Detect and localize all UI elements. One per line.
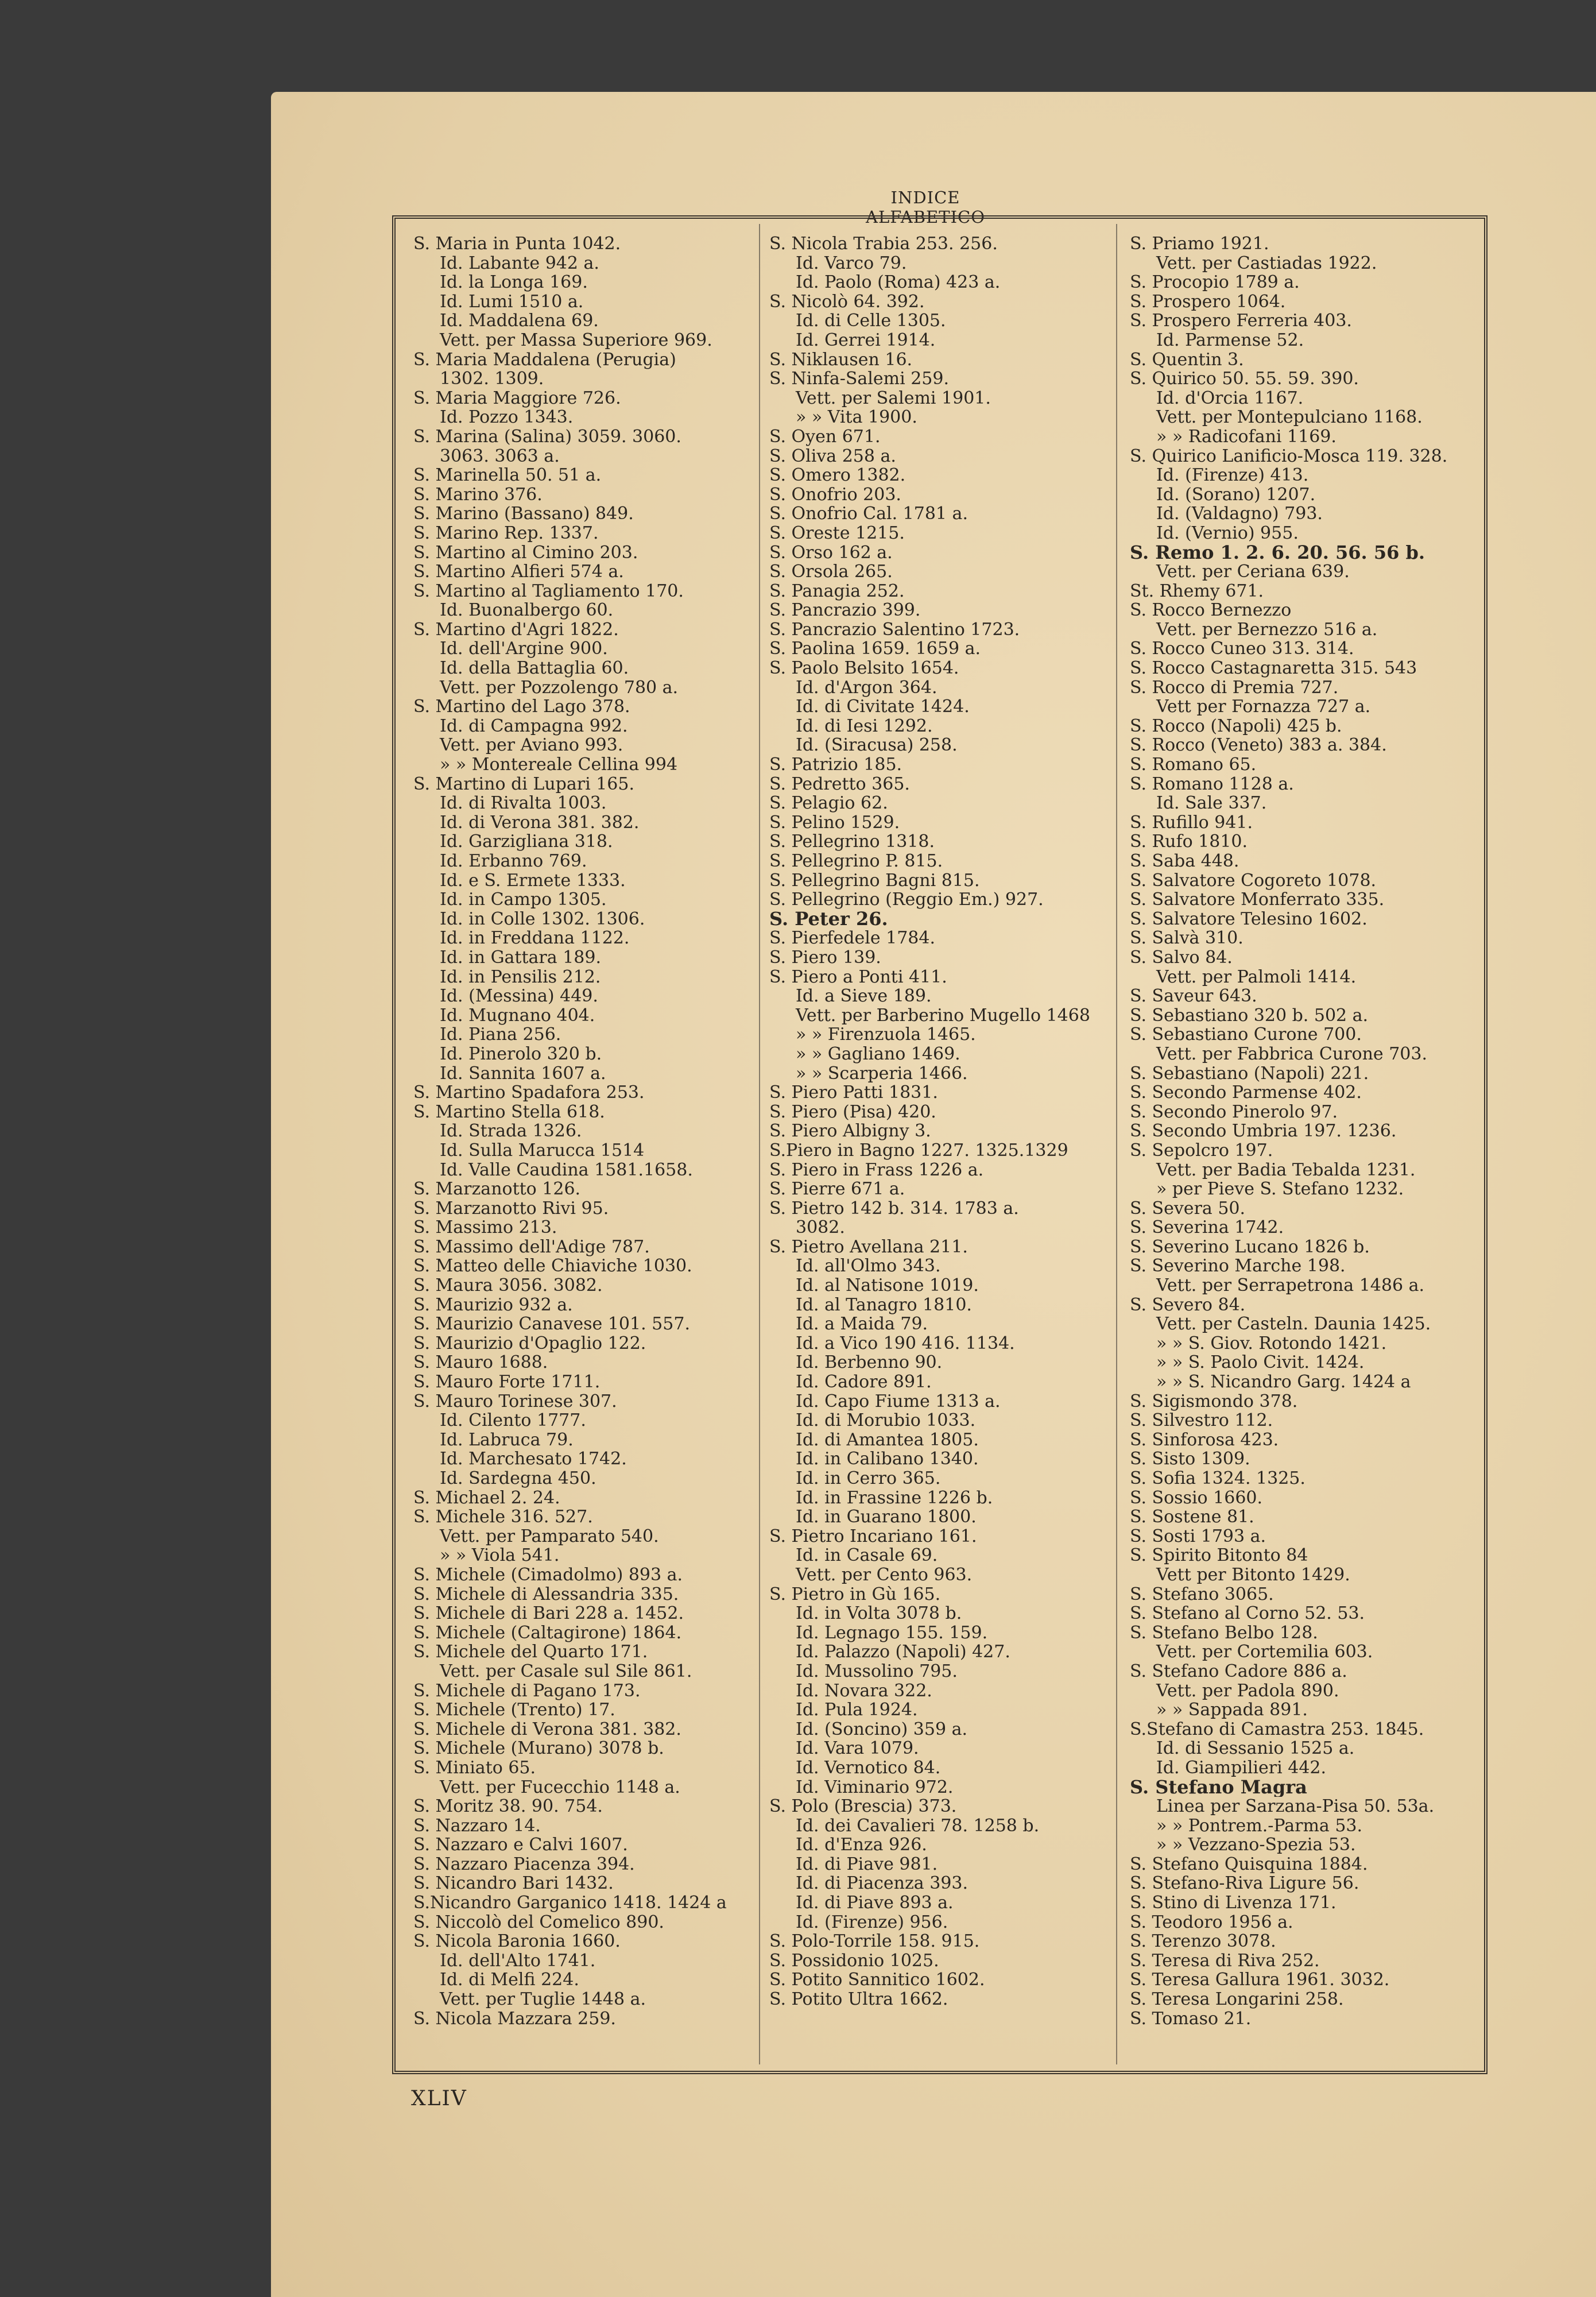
index-entry: S. Sossio 1660.	[1130, 1488, 1263, 1508]
index-entry: Id. Cadore 891.	[796, 1372, 932, 1392]
index-entry: S. Michele di Pagano 173.	[413, 1681, 641, 1701]
index-entry: S. Maria Maggiore 726.	[413, 388, 621, 408]
index-entry: S. Terenzo 3078.	[1130, 1932, 1276, 1951]
index-entry: Id. in Calibano 1340.	[796, 1449, 979, 1469]
index-entry: S.Stefano di Camastra 253. 1845.	[1130, 1719, 1424, 1739]
index-entry: » » Radicofani 1169.	[1156, 427, 1337, 447]
index-entry: Vett. per Tuglie 1448 a.	[440, 1990, 646, 2009]
index-entry: S. Rocco Cuneo 313. 314.	[1130, 639, 1354, 659]
index-entry: S. Pellegrino (Reggio Em.) 927.	[769, 890, 1044, 910]
index-entry: Id. a Vico 190 416. 1134.	[796, 1333, 1015, 1354]
page-number: XLIV	[411, 2087, 467, 2110]
index-entry: S. Pelagio 62.	[769, 794, 888, 813]
index-entry: Id. di Melfi 224.	[440, 1970, 579, 1990]
index-entry: S. Possidonio 1025.	[769, 1951, 939, 1971]
index-column-1	[413, 234, 764, 2060]
index-entry: Id. in Volta 3078 b.	[796, 1604, 962, 1623]
index-entry: S. Oliva 258 a.	[769, 446, 896, 466]
index-entry: S. Marzanotto Rivi 95.	[413, 1198, 609, 1219]
index-entry: Id. di Morubio 1033.	[796, 1411, 976, 1430]
index-entry: S. Maura 3056. 3082.	[413, 1276, 603, 1296]
index-entry: S. Pietro 142 b. 314. 1783 a.	[769, 1198, 1019, 1219]
index-entry: St. Rhemy 671.	[1130, 581, 1264, 601]
index-entry: S. Orso 162 a.	[769, 543, 893, 563]
index-entry: S. Onofrio Cal. 1781 a.	[769, 504, 968, 524]
index-entry: S. Secondo Pinerolo 97.	[1130, 1102, 1338, 1122]
index-entry: » » Scarperia 1466.	[796, 1064, 968, 1084]
index-entry: S. Martino Stella 618.	[413, 1102, 605, 1122]
index-entry: » » S. Paolo Civit. 1424.	[1156, 1353, 1365, 1373]
index-entry: Id. Giampilieri 442.	[1156, 1758, 1327, 1778]
index-entry: S. Saba 448.	[1130, 852, 1239, 871]
index-entry: » » Viola 541.	[440, 1546, 560, 1565]
index-entry: S. Michele (Murano) 3078 b.	[413, 1739, 664, 1758]
index-entry: Id. Capo Fiume 1313 a.	[796, 1391, 1001, 1412]
index-entry: S. Rocco (Veneto) 383 a. 384.	[1130, 736, 1387, 756]
index-entry: Id. d'Argon 364.	[796, 678, 938, 698]
index-entry: S. Marino Rep. 1337.	[413, 523, 599, 543]
index-entry: S. Sebastiano Curone 700.	[1130, 1025, 1362, 1045]
index-entry: Id. in Freddana 1122.	[440, 929, 630, 948]
index-entry: Id. (Vernio) 955.	[1156, 523, 1299, 543]
index-entry: Id. la Longa 169.	[440, 273, 588, 292]
index-entry: S. Marzanotto 126.	[413, 1180, 581, 1199]
index-entry: Id. di Amantea 1805.	[796, 1430, 979, 1450]
index-entry: Id. Varco 79.	[796, 253, 907, 273]
index-entry: » per Pieve S. Stefano 1232.	[1156, 1180, 1404, 1199]
index-entry: S. Silvestro 112.	[1130, 1411, 1273, 1430]
index-entry: S. Mauro 1688.	[413, 1353, 548, 1373]
index-entry: S. Stefano 3065.	[1130, 1584, 1274, 1604]
index-entry: Vett. per Casale sul Sile 861.	[440, 1661, 692, 1681]
index-entry: Id. e S. Ermete 1333.	[440, 871, 626, 891]
index-entry: S. Severo 84.	[1130, 1295, 1246, 1315]
index-entry: S. Oyen 671.	[769, 427, 881, 447]
index-entry: S. Tomaso 21.	[1130, 2009, 1252, 2029]
index-entry: Id. (Siracusa) 258.	[796, 736, 958, 756]
index-entry: S. Orsola 265.	[769, 562, 893, 582]
index-entry: S. Moritz 38. 90. 754.	[413, 1797, 603, 1816]
index-entry: S. Rufo 1810.	[1130, 832, 1248, 852]
index-entry: S. Panagia 252.	[769, 581, 905, 601]
index-entry: S. Prospero 1064.	[1130, 292, 1286, 312]
index-entry: Id. al Natisone 1019.	[796, 1276, 979, 1296]
index-entry: S. Stefano-Riva Ligure 56.	[1130, 1874, 1359, 1894]
index-entry: S. Quirico 50. 55. 59. 390.	[1130, 369, 1359, 389]
index-entry: S. Pietro in Gù 165.	[769, 1584, 941, 1604]
index-entry: Id. d'Orcia 1167.	[1156, 388, 1304, 408]
index-entry: S. Massimo 213.	[413, 1218, 557, 1238]
index-entry: Vett. per Castiadas 1922.	[1156, 253, 1377, 273]
index-entry: S. Severa 50.	[1130, 1198, 1246, 1219]
index-entry: Id. (Firenze) 413.	[1156, 466, 1309, 485]
index-entry: S. Stefano al Corno 52. 53.	[1130, 1604, 1365, 1623]
index-entry: Id. Legnago 155. 159.	[796, 1623, 988, 1643]
index-entry: Id. di Piacenza 393.	[796, 1874, 969, 1894]
index-entry: S. Patrizio 185.	[769, 755, 902, 775]
index-entry: Id. di Civitate 1424.	[796, 697, 970, 717]
index-entry: Linea per Sarzana-Pisa 50. 53a.	[1156, 1797, 1435, 1816]
index-entry: S. Nicolò 64. 392.	[769, 292, 925, 312]
index-entry: S. Martino del Lago 378.	[413, 697, 630, 717]
index-entry: S. Nicandro Bari 1432.	[413, 1874, 614, 1894]
index-entry: S. Michele (Caltagirone) 1864.	[413, 1623, 682, 1643]
index-entry: S. Maurizio d'Opaglio 122.	[413, 1333, 646, 1354]
index-entry: Id. Marchesato 1742.	[440, 1449, 627, 1469]
index-entry: S. Salvatore Cogoreto 1078.	[1130, 871, 1377, 891]
index-entry: S. Stefano Magra	[1130, 1777, 1307, 1797]
index-entry: S. Michael 2. 24.	[413, 1488, 560, 1508]
index-entry: S. Stefano Cadore 886 a.	[1130, 1661, 1347, 1681]
index-entry: Id. della Battaglia 60.	[440, 659, 629, 678]
index-entry: S. Piero (Pisa) 420.	[769, 1102, 936, 1122]
index-entry: Id. Valle Caudina 1581.1658.	[440, 1160, 693, 1180]
index-entry: Vett. per Bernezzo 516 a.	[1156, 620, 1378, 640]
index-entry: S. Pierfedele 1784.	[769, 929, 936, 948]
index-entry: S. Stino di Livenza 171.	[1130, 1893, 1337, 1913]
index-entry: S. Michele (Cimadolmo) 893 a.	[413, 1565, 683, 1585]
index-entry: Vett. per Cortemilia 603.	[1156, 1642, 1373, 1662]
index-entry: Vett. per Ceriana 639.	[1156, 562, 1350, 582]
index-entry: » » Sappada 891.	[1156, 1700, 1308, 1720]
index-entry: Id. in Cerro 365.	[796, 1469, 941, 1488]
index-entry: Id. all'Olmo 343.	[796, 1256, 941, 1277]
index-entry: S. Rocco (Napoli) 425 b.	[1130, 716, 1342, 736]
index-entry: S. Sosti 1793 a.	[1130, 1526, 1266, 1546]
index-entry: S. Teresa di Riva 252.	[1130, 1951, 1320, 1971]
index-entry: S. Pancrazio Salentino 1723.	[769, 620, 1020, 640]
index-entry: S. Procopio 1789 a.	[1130, 273, 1300, 292]
index-entry: S. Quentin 3.	[1130, 350, 1244, 370]
index-entry: Id. Piana 256.	[440, 1025, 561, 1045]
index-entry: » » Pontrem.-Parma 53.	[1156, 1816, 1363, 1836]
index-entry: Id. Maddalena 69.	[440, 311, 599, 331]
index-entry: » » Firenzuola 1465.	[796, 1025, 976, 1045]
index-entry: Vett. per Pamparato 540.	[440, 1526, 659, 1546]
index-entry: S. Marino 376.	[413, 485, 543, 505]
index-entry: S. Pietro Avellana 211.	[769, 1237, 968, 1257]
index-entry: Vett. per Salemi 1901.	[796, 388, 991, 408]
index-entry: Id. Sardegna 450.	[440, 1469, 596, 1488]
index-entry: Id. di Celle 1305.	[796, 311, 946, 331]
index-entry: Vett. per Pozzolengo 780 a.	[440, 678, 679, 698]
index-entry: S. Onofrio 203.	[769, 485, 901, 505]
index-entry: S. Martino Alfieri 574 a.	[413, 562, 624, 582]
index-entry: Id. Vara 1079.	[796, 1739, 919, 1758]
index-entry: S. Michele 316. 527.	[413, 1507, 593, 1527]
index-entry: S. Miniato 65.	[413, 1758, 536, 1778]
index-entry: S. Matteo delle Chiaviche 1030.	[413, 1256, 692, 1277]
index-entry: S. Teresa Longarini 258.	[1130, 1990, 1344, 2009]
index-entry: S. Peter 26.	[769, 909, 888, 929]
index-entry: S. Potito Ultra 1662.	[769, 1990, 948, 2009]
index-entry: Id. Palazzo (Napoli) 427.	[796, 1642, 1010, 1662]
index-entry: S. Stefano Belbo 128.	[1130, 1623, 1318, 1643]
index-entry: Id. Pula 1924.	[796, 1700, 918, 1720]
index-entry: » » Gagliano 1469.	[796, 1044, 960, 1064]
index-entry: Id. Pozzo 1343.	[440, 408, 574, 427]
index-entry: S. Romano 1128 a.	[1130, 774, 1294, 794]
index-entry: » » S. Giov. Rotondo 1421.	[1156, 1333, 1387, 1354]
index-entry: Vett. per Barberino Mugello 1468	[796, 1006, 1090, 1026]
index-entry: Vett. per Padola 890.	[1156, 1681, 1339, 1701]
index-entry: S. Sostene 81.	[1130, 1507, 1254, 1527]
index-entry: S. Pietro Incariano 161.	[769, 1526, 977, 1546]
index-entry: Id. in Colle 1302. 1306.	[440, 909, 645, 929]
index-entry: S. Michele di Alessandria 335.	[413, 1584, 679, 1604]
index-entry: S. Nicola Baronia 1660.	[413, 1932, 621, 1951]
index-entry: S. Maurizio 932 a.	[413, 1295, 573, 1315]
index-entry: Id. Berbenno 90.	[796, 1353, 943, 1373]
index-entry: Vett. per Serrapetrona 1486 a.	[1156, 1276, 1425, 1296]
index-entry: Id. Labante 942 a.	[440, 253, 599, 273]
index-entry: Id. di Piave 893 a.	[796, 1893, 954, 1913]
index-entry: Id. Strada 1326.	[440, 1122, 582, 1141]
index-entry: S. Marino (Bassano) 849.	[413, 504, 634, 524]
index-entry: Id. Sale 337.	[1156, 794, 1267, 813]
index-entry: S. Romano 65.	[1130, 755, 1257, 775]
index-entry: S.Nicandro Garganico 1418. 1424 a	[413, 1893, 727, 1913]
index-entry: S. Nicola Trabia 253. 256.	[769, 234, 998, 254]
index-entry: S. Massimo dell'Adige 787.	[413, 1237, 650, 1257]
index-entry: Id. in Gattara 189.	[440, 948, 601, 968]
index-entry: S. Niccolò del Comelico 890.	[413, 1912, 664, 1932]
index-entry: S. Marinella 50. 51 a.	[413, 466, 602, 485]
index-entry: S. Pedretto 365.	[769, 774, 910, 794]
index-entry: S. Sepolcro 197.	[1130, 1140, 1273, 1161]
index-entry: S. Salvà 310.	[1130, 929, 1244, 948]
index-entry: Id. di Sessanio 1525 a.	[1156, 1739, 1355, 1758]
index-entry: Id. Parmense 52.	[1156, 330, 1304, 350]
index-entry: S. Rocco Castagnaretta 315. 543	[1130, 659, 1417, 678]
index-entry: S. Salvatore Telesino 1602.	[1130, 909, 1368, 929]
index-entry: Id. al Tanagro 1810.	[796, 1295, 972, 1315]
index-entry: S. Pellegrino 1318.	[769, 832, 935, 852]
index-entry: S. Maria Maddalena (Perugia)	[413, 350, 676, 370]
index-entry: S. Severino Marche 198.	[1130, 1256, 1346, 1277]
index-entry: S. Pancrazio 399.	[769, 601, 921, 620]
index-entry: Id. Cilento 1777.	[440, 1411, 586, 1430]
index-entry: Id. di Iesi 1292.	[796, 716, 933, 736]
index-entry: S. Sofia 1324. 1325.	[1130, 1469, 1306, 1488]
index-entry: S. Severino Lucano 1826 b.	[1130, 1237, 1370, 1257]
index-entry: Id. in Casale 69.	[796, 1546, 938, 1565]
index-entry: S. Ninfa-Salemi 259.	[769, 369, 950, 389]
index-entry: S. Maria in Punta 1042.	[413, 234, 621, 254]
index-entry: S. Piero a Ponti 411.	[769, 967, 947, 987]
index-column-3	[1130, 234, 1480, 2060]
index-entry: S. Paolina 1659. 1659 a.	[769, 639, 981, 659]
index-entry: Id. (Valdagno) 793.	[1156, 504, 1323, 524]
index-entry: Id. a Sieve 189.	[796, 987, 932, 1006]
index-entry: S. Martino Spadafora 253.	[413, 1083, 645, 1103]
index-entry: Id. (Sorano) 1207.	[1156, 485, 1316, 505]
index-entry: S. Rocco di Premia 727.	[1130, 678, 1339, 698]
index-entry: Id. in Pensilis 212.	[440, 967, 601, 987]
index-entry: S. Michele del Quarto 171.	[413, 1642, 648, 1662]
index-entry: Id. di Piave 981.	[796, 1854, 938, 1874]
index-entry: S. Secondo Umbria 197. 1236.	[1130, 1122, 1397, 1141]
index-entry: Id. Paolo (Roma) 423 a.	[796, 273, 1001, 292]
index-entry: S. Nicola Mazzara 259.	[413, 2009, 616, 2029]
index-entry: S. Martino di Lupari 165.	[413, 774, 635, 794]
index-entry: S. Teodoro 1956 a.	[1130, 1912, 1293, 1932]
index-entry: Id. Sulla Marucca 1514	[440, 1140, 645, 1161]
index-entry: Id. (Soncino) 359 a.	[796, 1719, 968, 1739]
index-entry: S. Rocco Bernezzo	[1130, 601, 1292, 620]
index-entry: Id. di Rivalta 1003.	[440, 794, 607, 813]
index-entry: Id. Vernotico 84.	[796, 1758, 941, 1778]
index-entry: Id. di Campagna 992.	[440, 716, 628, 736]
index-entry: S. Piero 139.	[769, 948, 881, 968]
index-entry: S. Quirico Lanificio-Mosca 119. 328.	[1130, 446, 1448, 466]
index-entry: S. Secondo Parmense 402.	[1130, 1083, 1362, 1103]
index-entry: Id. d'Enza 926.	[796, 1835, 927, 1855]
index-entry: S. Polo-Torrile 158. 915.	[769, 1932, 980, 1951]
index-entry: S.Piero in Bagno 1227. 1325.1329	[769, 1140, 1068, 1161]
index-entry: S. Maurizio Canavese 101. 557.	[413, 1314, 690, 1334]
index-entry: S. Spirito Bitonto 84	[1130, 1546, 1308, 1565]
index-entry: S. Pellegrino Bagni 815.	[769, 871, 980, 891]
index-entry: S. Marina (Salina) 3059. 3060.	[413, 427, 681, 447]
index-entry: 3063. 3063 a.	[440, 446, 560, 466]
index-entry: Vett. per Fabbrica Curone 703.	[1156, 1044, 1428, 1064]
index-entry: S. Omero 1382.	[769, 466, 906, 485]
index-entry: Vett per Fornazza 727 a.	[1156, 697, 1371, 717]
index-entry: Id. Buonalbergo 60.	[440, 601, 614, 620]
index-entry: Vett per Bitonto 1429.	[1156, 1565, 1350, 1585]
index-entry: S. Niklausen 16.	[769, 350, 913, 370]
index-entry: Vett. per Casteln. Daunia 1425.	[1156, 1314, 1431, 1334]
index-entry: S. Prospero Ferreria 403.	[1130, 311, 1352, 331]
index-entry: » » Vezzano-Spezia 53.	[1156, 1835, 1356, 1855]
index-entry: » » Vita 1900.	[796, 408, 917, 427]
index-entry: » » S. Nicandro Garg. 1424 a	[1156, 1372, 1411, 1392]
index-entry: Id. Pinerolo 320 b.	[440, 1044, 602, 1064]
index-entry: S. Piero in Frass 1226 a.	[769, 1160, 984, 1180]
index-entry: Id. Mussolino 795.	[796, 1661, 958, 1681]
index-entry: Id. Erbanno 769.	[440, 852, 587, 871]
index-entry: Id. in Campo 1305.	[440, 890, 607, 910]
index-entry: Id. Sannita 1607 a.	[440, 1064, 606, 1084]
index-entry: S. Potito Sannitico 1602.	[769, 1970, 985, 1990]
index-entry: S. Michele di Bari 228 a. 1452.	[413, 1604, 684, 1623]
index-entry: Vett. per Badia Tebalda 1231.	[1156, 1160, 1416, 1180]
index-entry: Id. a Maida 79.	[796, 1314, 928, 1334]
index-entry: S. Stefano Quisquina 1884.	[1130, 1854, 1368, 1874]
index-entry: S. Severina 1742.	[1130, 1218, 1284, 1238]
index-entry: S. Paolo Belsito 1654.	[769, 659, 959, 678]
index-entry: Id. in Frassine 1226 b.	[796, 1488, 993, 1508]
index-entry: Id. Labruca 79.	[440, 1430, 574, 1450]
index-entry: S. Nazzaro Piacenza 394.	[413, 1854, 635, 1874]
index-entry: 1302. 1309.	[440, 369, 544, 389]
index-entry: S. Pelino 1529.	[769, 813, 900, 833]
index-entry: S. Remo 1. 2. 6. 20. 56. 56 b.	[1130, 543, 1425, 563]
index-entry: 3082.	[796, 1218, 845, 1238]
index-entry: S. Sebastiano (Napoli) 221.	[1130, 1064, 1369, 1084]
index-entry: Vett. per Aviano 993.	[440, 736, 623, 756]
index-entry: S. Teresa Gallura 1961. 3032.	[1130, 1970, 1390, 1990]
index-entry: Id. Mugnano 404.	[440, 1006, 595, 1026]
index-entry: S. Salvo 84.	[1130, 948, 1233, 968]
index-entry: Id. Gerrei 1914.	[796, 330, 936, 350]
index-entry: S. Mauro Torinese 307.	[413, 1391, 617, 1412]
index-entry: S. Piero Albigny 3.	[769, 1122, 931, 1141]
index-column-2	[769, 234, 1119, 2060]
index-entry: Id. dei Cavalieri 78. 1258 b.	[796, 1816, 1040, 1836]
index-entry: S. Sebastiano 320 b. 502 a.	[1130, 1006, 1369, 1026]
index-entry: S. Martino d'Agri 1822.	[413, 620, 619, 640]
index-entry: S. Pellegrino P. 815.	[769, 852, 943, 871]
index-entry: S. Michele di Verona 381. 382.	[413, 1719, 681, 1739]
index-entry: Vett. per Montepulciano 1168.	[1156, 408, 1423, 427]
index-entry: S. Polo (Brescia) 373.	[769, 1797, 957, 1816]
index-entry: Id. Novara 322.	[796, 1681, 932, 1701]
index-entry: S. Sigismondo 378.	[1130, 1391, 1298, 1412]
index-entry: S. Martino al Cimino 203.	[413, 543, 638, 563]
index-entry: Id. di Verona 381. 382.	[440, 813, 640, 833]
index-entry: Id. Viminario 972.	[796, 1777, 954, 1797]
index-entry: Id. (Firenze) 956.	[796, 1912, 948, 1932]
index-entry: Vett. per Fucecchio 1148 a.	[440, 1777, 680, 1797]
index-entry: S. Pierre 671 a.	[769, 1180, 905, 1199]
index-entry: Id. Garzigliana 318.	[440, 832, 613, 852]
index-entry: Id. Lumi 1510 a.	[440, 292, 584, 312]
index-entry: Vett. per Cento 963.	[796, 1565, 973, 1585]
index-entry: » » Montereale Cellina 994	[440, 755, 678, 775]
index-entry: Id. in Guarano 1800.	[796, 1507, 977, 1527]
index-entry: S. Martino al Tagliamento 170.	[413, 581, 684, 601]
index-entry: S. Rufillo 941.	[1130, 813, 1253, 833]
index-entry: S. Salvatore Monferrato 335.	[1130, 890, 1385, 910]
index-entry: S. Michele (Trento) 17.	[413, 1700, 615, 1720]
index-entry: Id. dell'Alto 1741.	[440, 1951, 596, 1971]
index-entry: Vett. per Massa Superiore 969.	[440, 330, 712, 350]
index-entry: S. Sisto 1309.	[1130, 1449, 1250, 1469]
index-entry: S. Saveur 643.	[1130, 987, 1257, 1006]
index-entry: S. Sinforosa 423.	[1130, 1430, 1279, 1450]
index-entry: S. Piero Patti 1831.	[769, 1083, 938, 1103]
index-entry: Id. dell'Argine 900.	[440, 639, 608, 659]
index-entry: S. Nazzaro e Calvi 1607.	[413, 1835, 628, 1855]
page-header: INDICE ALFABETICO	[866, 188, 985, 227]
index-entry: Id. (Messina) 449.	[440, 987, 598, 1006]
index-entry: S. Oreste 1215.	[769, 523, 905, 543]
index-entry: S. Mauro Forte 1711.	[413, 1372, 601, 1392]
index-entry: Vett. per Palmoli 1414.	[1156, 967, 1357, 987]
index-entry: S. Priamo 1921.	[1130, 234, 1269, 254]
index-entry: S. Nazzaro 14.	[413, 1816, 541, 1836]
